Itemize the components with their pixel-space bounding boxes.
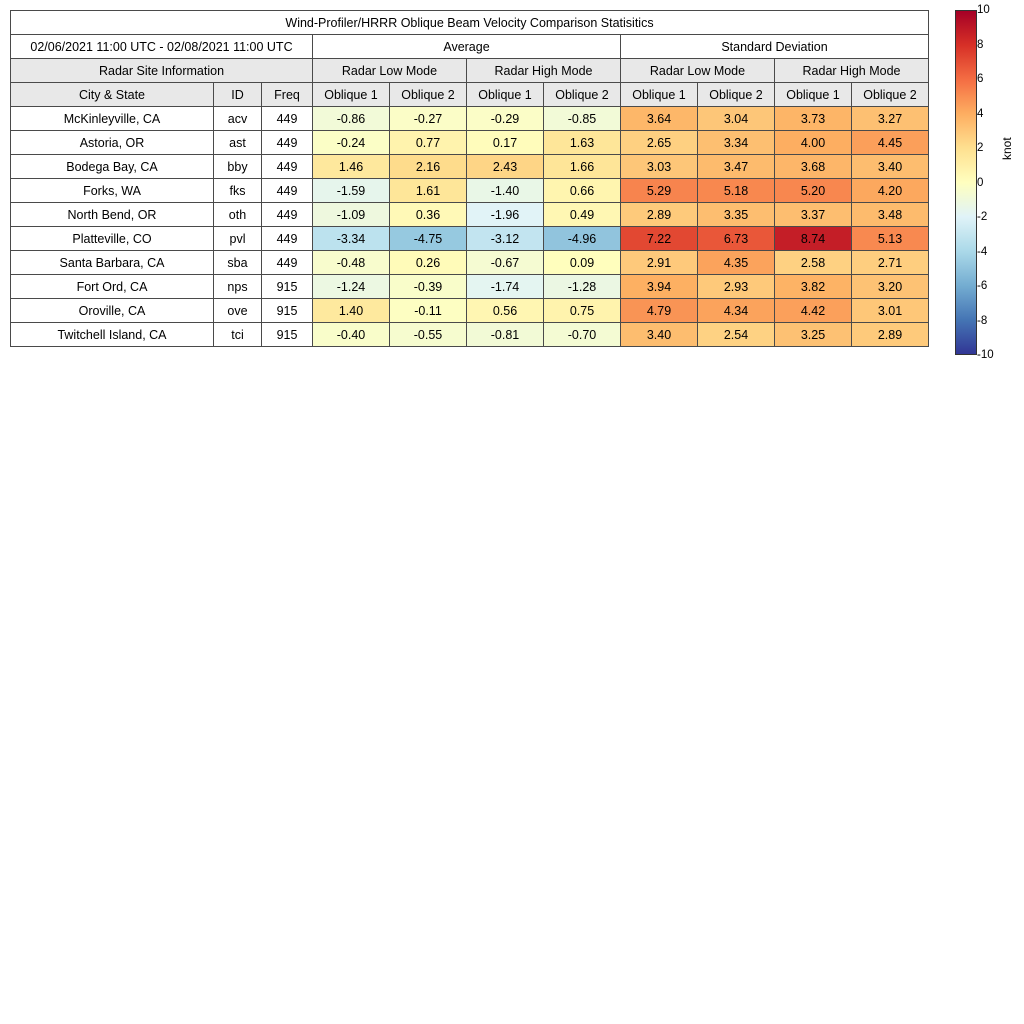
cell-id: tci bbox=[214, 323, 262, 347]
cell-value: -0.67 bbox=[467, 251, 544, 275]
cell-value: 4.35 bbox=[698, 251, 775, 275]
cell-value: 2.89 bbox=[621, 203, 698, 227]
cell-value: 1.46 bbox=[313, 155, 390, 179]
colorbar-tick: -6 bbox=[977, 280, 988, 292]
cell-value: 3.94 bbox=[621, 275, 698, 299]
cell-value: 3.82 bbox=[775, 275, 852, 299]
cell-id: ast bbox=[214, 131, 262, 155]
cell-freq: 449 bbox=[262, 131, 313, 155]
cell-value: 3.48 bbox=[852, 203, 929, 227]
cell-id: ove bbox=[214, 299, 262, 323]
cell-value: 3.73 bbox=[775, 107, 852, 131]
cell-freq: 449 bbox=[262, 251, 313, 275]
cell-city: Oroville, CA bbox=[11, 299, 214, 323]
table-row bbox=[11, 131, 929, 155]
cell-value: 4.34 bbox=[698, 299, 775, 323]
cell-value: 3.47 bbox=[698, 155, 775, 179]
cell-value: 2.71 bbox=[852, 251, 929, 275]
cell-value: 0.75 bbox=[544, 299, 621, 323]
cell-value: 3.20 bbox=[852, 275, 929, 299]
cell-id: bby bbox=[214, 155, 262, 179]
col-city: City & State bbox=[11, 83, 214, 107]
cell-value: -1.09 bbox=[313, 203, 390, 227]
cell-value: 0.56 bbox=[467, 299, 544, 323]
table-row bbox=[11, 275, 929, 299]
cell-value: -1.59 bbox=[313, 179, 390, 203]
cell-city: Astoria, OR bbox=[11, 131, 214, 155]
group-site-info: Radar Site Information bbox=[11, 59, 313, 83]
cell-value: -1.24 bbox=[313, 275, 390, 299]
colorbar-tick: -4 bbox=[977, 245, 988, 258]
cell-value: 1.66 bbox=[544, 155, 621, 179]
table-body bbox=[11, 107, 929, 347]
cell-value: 2.43 bbox=[467, 155, 544, 179]
table-row bbox=[11, 323, 929, 347]
cell-value: 0.17 bbox=[467, 131, 544, 155]
cell-value: -1.40 bbox=[467, 179, 544, 203]
colorbar-tick: 10 bbox=[977, 4, 990, 16]
group-stddev: Standard Deviation bbox=[621, 35, 929, 59]
cell-value: 4.20 bbox=[852, 179, 929, 203]
cell-value: 8.74 bbox=[775, 227, 852, 251]
col-avg-low-obl1: Oblique 1 bbox=[313, 83, 390, 107]
col-id: ID bbox=[214, 83, 262, 107]
cell-value: 2.89 bbox=[852, 323, 929, 347]
cell-freq: 449 bbox=[262, 155, 313, 179]
cell-value: 2.16 bbox=[390, 155, 467, 179]
cell-value: 2.65 bbox=[621, 131, 698, 155]
cell-city: Forks, WA bbox=[11, 179, 214, 203]
cell-value: 3.68 bbox=[775, 155, 852, 179]
cell-city: Twitchell Island, CA bbox=[11, 323, 214, 347]
cell-value: 0.36 bbox=[390, 203, 467, 227]
cell-city: Fort Ord, CA bbox=[11, 275, 214, 299]
colorbar-tick: 4 bbox=[977, 107, 984, 120]
cell-value: 3.04 bbox=[698, 107, 775, 131]
cell-id: fks bbox=[214, 179, 262, 203]
cell-value: -0.70 bbox=[544, 323, 621, 347]
cell-value: -0.27 bbox=[390, 107, 467, 131]
column-header-row bbox=[11, 83, 929, 107]
statistics-table bbox=[10, 10, 929, 347]
cell-value: -0.48 bbox=[313, 251, 390, 275]
cell-value: -0.81 bbox=[467, 323, 544, 347]
cell-value: -1.74 bbox=[467, 275, 544, 299]
cell-value: 5.13 bbox=[852, 227, 929, 251]
cell-value: -0.11 bbox=[390, 299, 467, 323]
cell-value: -0.29 bbox=[467, 107, 544, 131]
colorbar-tick: 2 bbox=[977, 142, 984, 154]
cell-value: 2.93 bbox=[698, 275, 775, 299]
cell-id: acv bbox=[214, 107, 262, 131]
table-row bbox=[11, 107, 929, 131]
colorbar-tick: 0 bbox=[977, 176, 984, 189]
cell-value: 0.49 bbox=[544, 203, 621, 227]
cell-value: 5.29 bbox=[621, 179, 698, 203]
table-row bbox=[11, 155, 929, 179]
colorbar-tick: 8 bbox=[977, 38, 984, 51]
group-row-1 bbox=[11, 35, 929, 59]
table-row bbox=[11, 203, 929, 227]
colorbar-tick: 6 bbox=[977, 73, 984, 85]
col-avg-high-obl2: Oblique 2 bbox=[544, 83, 621, 107]
cell-value: 3.25 bbox=[775, 323, 852, 347]
table-row bbox=[11, 179, 929, 203]
group-std-low-mode: Radar Low Mode bbox=[621, 59, 775, 83]
group-average: Average bbox=[313, 35, 621, 59]
group-avg-low-mode: Radar Low Mode bbox=[313, 59, 467, 83]
col-std-high-obl2: Oblique 2 bbox=[852, 83, 929, 107]
colorbar bbox=[955, 10, 977, 355]
cell-city: Santa Barbara, CA bbox=[11, 251, 214, 275]
cell-id: oth bbox=[214, 203, 262, 227]
cell-value: -0.85 bbox=[544, 107, 621, 131]
cell-value: 2.91 bbox=[621, 251, 698, 275]
cell-city: McKinleyville, CA bbox=[11, 107, 214, 131]
cell-value: 0.26 bbox=[390, 251, 467, 275]
cell-city: Bodega Bay, CA bbox=[11, 155, 214, 179]
cell-value: 3.40 bbox=[852, 155, 929, 179]
cell-value: 4.79 bbox=[621, 299, 698, 323]
colorbar-label: knot bbox=[1000, 137, 1014, 160]
col-avg-high-obl1: Oblique 1 bbox=[467, 83, 544, 107]
title-row bbox=[11, 11, 929, 35]
cell-value: 2.58 bbox=[775, 251, 852, 275]
table-row bbox=[11, 251, 929, 275]
cell-freq: 449 bbox=[262, 227, 313, 251]
cell-value: 1.63 bbox=[544, 131, 621, 155]
col-std-low-obl1: Oblique 1 bbox=[621, 83, 698, 107]
cell-value: -3.34 bbox=[313, 227, 390, 251]
cell-value: -1.28 bbox=[544, 275, 621, 299]
cell-value: 7.22 bbox=[621, 227, 698, 251]
col-std-low-obl2: Oblique 2 bbox=[698, 83, 775, 107]
cell-value: -4.96 bbox=[544, 227, 621, 251]
cell-value: 4.00 bbox=[775, 131, 852, 155]
cell-value: 1.61 bbox=[390, 179, 467, 203]
date-range: 02/06/2021 11:00 UTC - 02/08/2021 11:00 UTC bbox=[11, 35, 313, 59]
cell-city: North Bend, OR bbox=[11, 203, 214, 227]
cell-id: nps bbox=[214, 275, 262, 299]
cell-value: -3.12 bbox=[467, 227, 544, 251]
cell-value: -0.55 bbox=[390, 323, 467, 347]
cell-value: 5.20 bbox=[775, 179, 852, 203]
cell-value: -4.75 bbox=[390, 227, 467, 251]
colorbar-tick: -8 bbox=[977, 314, 988, 327]
cell-freq: 915 bbox=[262, 275, 313, 299]
cell-id: pvl bbox=[214, 227, 262, 251]
cell-value: -0.86 bbox=[313, 107, 390, 131]
cell-freq: 915 bbox=[262, 323, 313, 347]
cell-freq: 915 bbox=[262, 299, 313, 323]
colorbar-ticks bbox=[977, 4, 1017, 361]
cell-value: 0.09 bbox=[544, 251, 621, 275]
cell-value: 3.01 bbox=[852, 299, 929, 323]
group-avg-high-mode: Radar High Mode bbox=[467, 59, 621, 83]
group-row-2 bbox=[11, 59, 929, 83]
cell-value: 3.37 bbox=[775, 203, 852, 227]
table-row bbox=[11, 227, 929, 251]
cell-value: 0.77 bbox=[390, 131, 467, 155]
cell-freq: 449 bbox=[262, 203, 313, 227]
cell-value: -1.96 bbox=[467, 203, 544, 227]
cell-value: -0.40 bbox=[313, 323, 390, 347]
group-std-high-mode: Radar High Mode bbox=[775, 59, 929, 83]
cell-value: 1.40 bbox=[313, 299, 390, 323]
cell-value: 4.42 bbox=[775, 299, 852, 323]
col-freq: Freq bbox=[262, 83, 313, 107]
table-header bbox=[11, 11, 929, 107]
col-avg-low-obl2: Oblique 2 bbox=[390, 83, 467, 107]
cell-value: 3.27 bbox=[852, 107, 929, 131]
cell-freq: 449 bbox=[262, 179, 313, 203]
cell-value: 3.64 bbox=[621, 107, 698, 131]
cell-city: Platteville, CO bbox=[11, 227, 214, 251]
col-std-high-obl1: Oblique 1 bbox=[775, 83, 852, 107]
colorbar-tick: -10 bbox=[977, 349, 994, 361]
cell-value: 3.40 bbox=[621, 323, 698, 347]
cell-value: 2.54 bbox=[698, 323, 775, 347]
cell-value: 0.66 bbox=[544, 179, 621, 203]
cell-value: -0.39 bbox=[390, 275, 467, 299]
table-row bbox=[11, 299, 929, 323]
cell-freq: 449 bbox=[262, 107, 313, 131]
cell-id: sba bbox=[214, 251, 262, 275]
cell-value: 3.34 bbox=[698, 131, 775, 155]
cell-value: 3.03 bbox=[621, 155, 698, 179]
cell-value: -0.24 bbox=[313, 131, 390, 155]
cell-value: 4.45 bbox=[852, 131, 929, 155]
cell-value: 3.35 bbox=[698, 203, 775, 227]
cell-value: 6.73 bbox=[698, 227, 775, 251]
page-title: Wind-Profiler/HRRR Oblique Beam Velocity Comparison Statisitics bbox=[11, 11, 929, 35]
cell-value: 5.18 bbox=[698, 179, 775, 203]
colorbar-tick: -2 bbox=[977, 211, 988, 223]
